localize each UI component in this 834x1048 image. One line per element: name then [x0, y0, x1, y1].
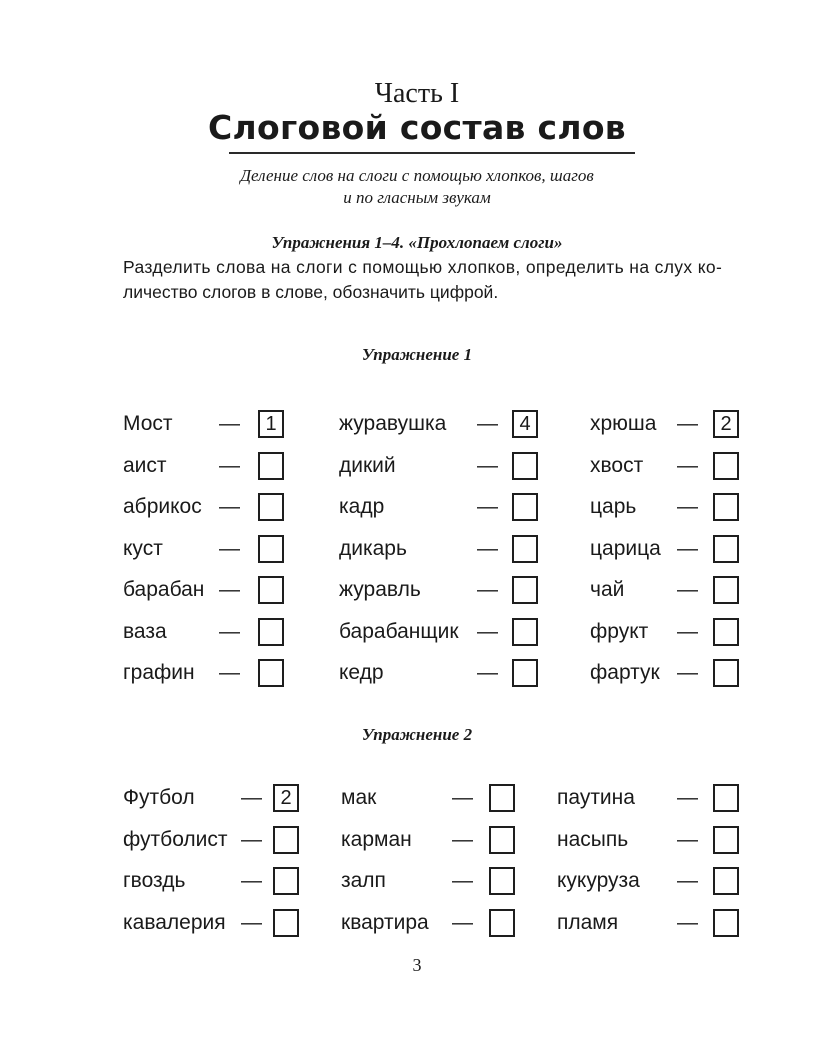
dash-separator: — — [241, 827, 262, 851]
syllable-answer-box[interactable] — [713, 576, 739, 604]
syllable-answer-box[interactable] — [713, 909, 739, 937]
exercise-word: барабан — [123, 578, 205, 601]
exercise-word: хрюша — [590, 412, 657, 435]
page-number: 3 — [412, 955, 422, 975]
dash-separator: — — [477, 495, 498, 518]
exercise-2-heading: Упражнение 2 — [361, 725, 473, 744]
dash-separator: — — [219, 412, 240, 435]
syllable-answer-box[interactable] — [713, 867, 739, 895]
exercise-word: мак — [341, 786, 377, 809]
dash-separator: — — [477, 661, 498, 684]
dash-separator: — — [219, 495, 240, 518]
syllable-answer-box[interactable] — [713, 618, 739, 646]
syllable-answer-box[interactable] — [713, 452, 739, 480]
syllable-answer-box[interactable]: 2 — [273, 784, 299, 812]
exercise-word: хвост — [590, 453, 644, 477]
syllable-answer-box[interactable]: 2 — [713, 410, 739, 438]
exercise-word: барабанщик — [339, 619, 459, 643]
dash-separator: — — [477, 578, 498, 601]
dash-separator: — — [219, 453, 240, 477]
exercise-word: кавалерия — [123, 910, 226, 934]
syllable-answer-box[interactable] — [512, 618, 538, 646]
syllable-answer-box[interactable] — [713, 493, 739, 521]
instruction-line-1: Разделить слова на слоги с помощью хлопков, определить на слух ко- — [123, 257, 723, 277]
page-title: Слоговой состав слов — [208, 108, 626, 147]
exercise-word: футболист — [123, 827, 228, 851]
dash-separator: — — [677, 661, 698, 684]
exercise-word: фрукт — [590, 619, 649, 643]
dash-separator: — — [677, 495, 698, 518]
dash-separator: — — [677, 619, 698, 643]
dash-separator: — — [677, 910, 698, 934]
dash-separator: — — [219, 661, 240, 684]
exercise-word: дикий — [339, 453, 396, 477]
dash-separator: — — [452, 910, 473, 934]
exercise-word: кукуруза — [557, 869, 640, 892]
exercise-1-heading: Упражнение 1 — [361, 345, 473, 364]
dash-separator: — — [677, 578, 698, 601]
dash-separator: — — [677, 786, 698, 809]
syllable-answer-box[interactable] — [489, 826, 515, 854]
exercise-word: чай — [590, 578, 625, 601]
subtitle-line-2: и по гласным звукам — [343, 188, 491, 207]
dash-separator: — — [452, 827, 473, 851]
syllable-answer-box[interactable] — [258, 493, 284, 521]
dash-separator: — — [452, 869, 473, 892]
exercise-word: куст — [123, 536, 163, 560]
dash-separator: — — [677, 869, 698, 892]
exercise-word: аист — [123, 453, 167, 477]
exercise-word: карман — [341, 827, 412, 851]
exercise-word: графин — [123, 661, 195, 684]
syllable-answer-box[interactable] — [489, 909, 515, 937]
subtitle-line-1: Деление слов на слоги с помощью хлопков, шагов — [240, 166, 594, 185]
exercise-word: Футбол — [123, 786, 195, 809]
exercise-word: насыпь — [557, 827, 629, 851]
syllable-answer-box[interactable] — [258, 576, 284, 604]
dash-separator: — — [477, 453, 498, 477]
dash-separator: — — [219, 578, 240, 601]
syllable-answer-box[interactable] — [713, 826, 739, 854]
dash-separator: — — [677, 453, 698, 477]
dash-separator: — — [677, 412, 698, 435]
syllable-answer-box[interactable] — [512, 576, 538, 604]
exercise-word: абрикос — [123, 495, 202, 518]
syllable-answer-box[interactable] — [512, 452, 538, 480]
dash-separator: — — [219, 619, 240, 643]
exercise-word: паутина — [557, 786, 635, 809]
exercise-word: Мост — [123, 412, 173, 435]
dash-separator: — — [477, 536, 498, 560]
syllable-answer-box[interactable] — [273, 826, 299, 854]
dash-separator: — — [241, 869, 262, 892]
exercise-word: журавль — [339, 578, 421, 601]
syllable-answer-box[interactable]: 4 — [512, 410, 538, 438]
syllable-answer-box[interactable] — [713, 535, 739, 563]
exercise-word: кадр — [339, 495, 385, 518]
syllable-answer-box[interactable] — [273, 867, 299, 895]
exercise-word: дикарь — [339, 536, 407, 560]
dash-separator: — — [477, 619, 498, 643]
syllable-answer-box[interactable] — [512, 493, 538, 521]
exercise-word: журавушка — [339, 412, 447, 435]
syllable-answer-box[interactable] — [489, 784, 515, 812]
syllable-answer-box[interactable] — [258, 659, 284, 687]
dash-separator: — — [677, 827, 698, 851]
dash-separator: — — [241, 910, 262, 934]
syllable-answer-box[interactable] — [258, 452, 284, 480]
exercise-word: царица — [590, 536, 661, 560]
exercise-word: царь — [590, 495, 637, 518]
dash-separator: — — [241, 786, 262, 809]
exercise-word: гвоздь — [123, 869, 186, 892]
exercise-word: квартира — [341, 910, 429, 934]
exercise-word: фартук — [590, 661, 660, 684]
exercise-word: ваза — [123, 619, 167, 643]
title-underline — [229, 152, 635, 154]
syllable-answer-box[interactable] — [489, 867, 515, 895]
exercise-word: залп — [341, 869, 386, 892]
part-label: Часть I — [374, 78, 460, 109]
dash-separator: — — [477, 412, 498, 435]
syllable-answer-box[interactable]: 1 — [258, 410, 284, 438]
syllable-answer-box[interactable] — [273, 909, 299, 937]
syllable-answer-box[interactable] — [258, 535, 284, 563]
syllable-answer-box[interactable] — [258, 618, 284, 646]
syllable-answer-box[interactable] — [713, 784, 739, 812]
syllable-answer-box[interactable] — [512, 659, 538, 687]
exercise-word: пламя — [557, 910, 619, 934]
syllable-answer-box[interactable] — [512, 535, 538, 563]
instruction-line-2: личество слогов в слове, обозначить цифрой. — [123, 282, 499, 302]
exercises-heading: Упражнения 1–4. «Прохлопаем слоги» — [271, 233, 563, 252]
dash-separator: — — [219, 536, 240, 560]
dash-separator: — — [452, 786, 473, 809]
syllable-answer-box[interactable] — [713, 659, 739, 687]
dash-separator: — — [677, 536, 698, 560]
exercise-word: кедр — [339, 661, 384, 684]
